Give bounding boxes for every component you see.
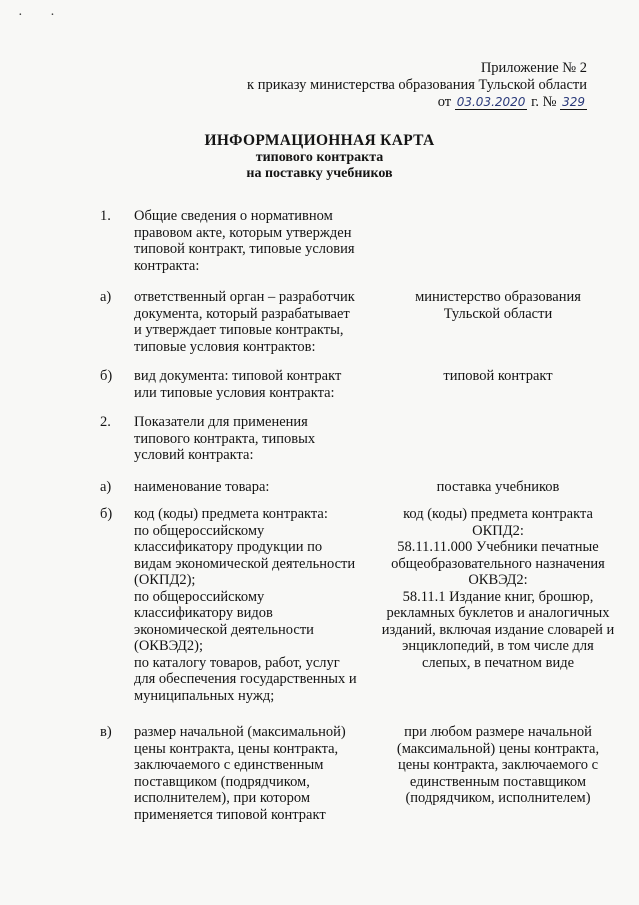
- label-line: (ОКВЭД2);: [134, 638, 203, 654]
- row-number: б): [100, 368, 113, 384]
- row-value: [378, 289, 618, 322]
- value-line: слепых, в печатном виде: [421, 654, 575, 671]
- value-line: ОКВЭД2:: [468, 572, 528, 588]
- label-line: типовой контракт, типовые условия: [134, 241, 355, 257]
- row-label: [134, 289, 372, 355]
- value-line: общеобразовательного назначения: [391, 555, 605, 572]
- label-line: вид документа: типовой контракт: [134, 368, 342, 384]
- row-label: [134, 479, 372, 496]
- label-line: или типовые условия контракта:: [134, 384, 335, 401]
- row-label: [134, 506, 372, 704]
- row-value: [378, 368, 618, 385]
- handwritten-date: 03.03.2020: [456, 95, 526, 109]
- scan-marks: · ·: [18, 8, 67, 23]
- value-line: энциклопедий, в том числе для: [402, 638, 594, 654]
- row-label: [134, 368, 372, 401]
- value-line: типовой контракт: [443, 368, 553, 384]
- label-line: Общие сведения о нормативном: [134, 208, 333, 224]
- row-number: 1.: [100, 208, 111, 224]
- label-line: код (коды) предмета контракта:: [134, 506, 328, 522]
- order-date-line: [247, 94, 587, 111]
- label-line: цены контракта, цены контракта,: [134, 740, 339, 757]
- value-line: (подрядчиком, исполнителем): [405, 790, 591, 806]
- label-line: применяется типовой контракт: [134, 806, 326, 823]
- label-line: наименование товара:: [134, 479, 270, 495]
- value-line: поставка учебников: [436, 479, 560, 495]
- document-title: [0, 131, 639, 182]
- label-line: типовые условия контрактов:: [134, 338, 316, 355]
- value-line: рекламных буклетов и аналогичных: [386, 605, 610, 621]
- from-label: от: [437, 94, 452, 110]
- label-line: Показатели для применения: [134, 414, 308, 430]
- value-line: (максимальной) цены контракта,: [396, 740, 600, 757]
- appendix-header: [247, 60, 587, 111]
- label-line: контракта:: [134, 257, 200, 274]
- row-number: в): [100, 724, 112, 740]
- label-line: классификатору продукции по: [134, 539, 323, 555]
- value-line: цены контракта, заключаемого с: [397, 757, 599, 773]
- handwritten-order-number: 329: [562, 95, 585, 109]
- value-line: 58.11.11.000 Учебники печатные: [397, 539, 599, 555]
- label-line: экономической деятельности: [134, 621, 314, 638]
- value-line: министерство образования: [415, 289, 581, 305]
- row-number: 2.: [100, 414, 111, 430]
- title-main: ИНФОРМАЦИОННАЯ КАРТА: [204, 132, 435, 149]
- row-label: [134, 208, 372, 274]
- label-line: для обеспечения государственных и: [134, 671, 357, 687]
- label-line: исполнителем), при котором: [134, 790, 311, 806]
- value-line: Тульской области: [443, 305, 553, 322]
- row-label: [134, 724, 372, 823]
- value-line: единственным поставщиком: [409, 773, 587, 790]
- label-line: (ОКПД2);: [134, 572, 196, 588]
- row-label: [134, 414, 372, 464]
- row-number: а): [100, 479, 112, 495]
- value-line: ОКПД2:: [472, 522, 524, 539]
- label-line: типового контракта, типовых: [134, 430, 316, 447]
- row-value: [378, 506, 618, 671]
- label-line: поставщиком (подрядчиком,: [134, 773, 310, 790]
- order-reference: к приказу министерства образования Тульской области: [247, 77, 587, 93]
- row-number: б): [100, 506, 113, 522]
- label-line: по каталогу товаров, работ, услуг: [134, 654, 340, 671]
- label-line: ответственный орган – разработчик: [134, 289, 355, 305]
- label-line: заключаемого с единственным: [134, 757, 324, 773]
- value-line: 58.11.1 Издание книг, брошюр,: [402, 588, 594, 605]
- row-value: [378, 479, 618, 496]
- title-sub-2: на поставку учебников: [246, 166, 393, 181]
- label-line: документа, который разрабатывает: [134, 305, 350, 322]
- label-line: видам экономической деятельности: [134, 555, 356, 572]
- value-line: при любом размере начальной: [404, 724, 592, 740]
- label-line: правовом акте, которым утвержден: [134, 224, 352, 241]
- label-line: классификатору видов: [134, 605, 273, 621]
- year-number-label: г. №: [531, 94, 557, 110]
- value-line: код (коды) предмета контракта: [403, 506, 593, 522]
- label-line: размер начальной (максимальной): [134, 724, 346, 740]
- row-value: [378, 724, 618, 807]
- title-sub-1: типового контракта: [255, 150, 384, 165]
- label-line: по общероссийскому: [134, 588, 265, 605]
- appendix-number: Приложение № 2: [480, 60, 587, 76]
- label-line: по общероссийскому: [134, 522, 265, 539]
- label-line: муниципальных нужд;: [134, 687, 275, 704]
- value-line: изданий, включая издание словарей и: [381, 621, 615, 638]
- label-line: условий контракта:: [134, 447, 254, 463]
- label-line: и утверждает типовые контракты,: [134, 322, 344, 338]
- row-number: а): [100, 289, 112, 305]
